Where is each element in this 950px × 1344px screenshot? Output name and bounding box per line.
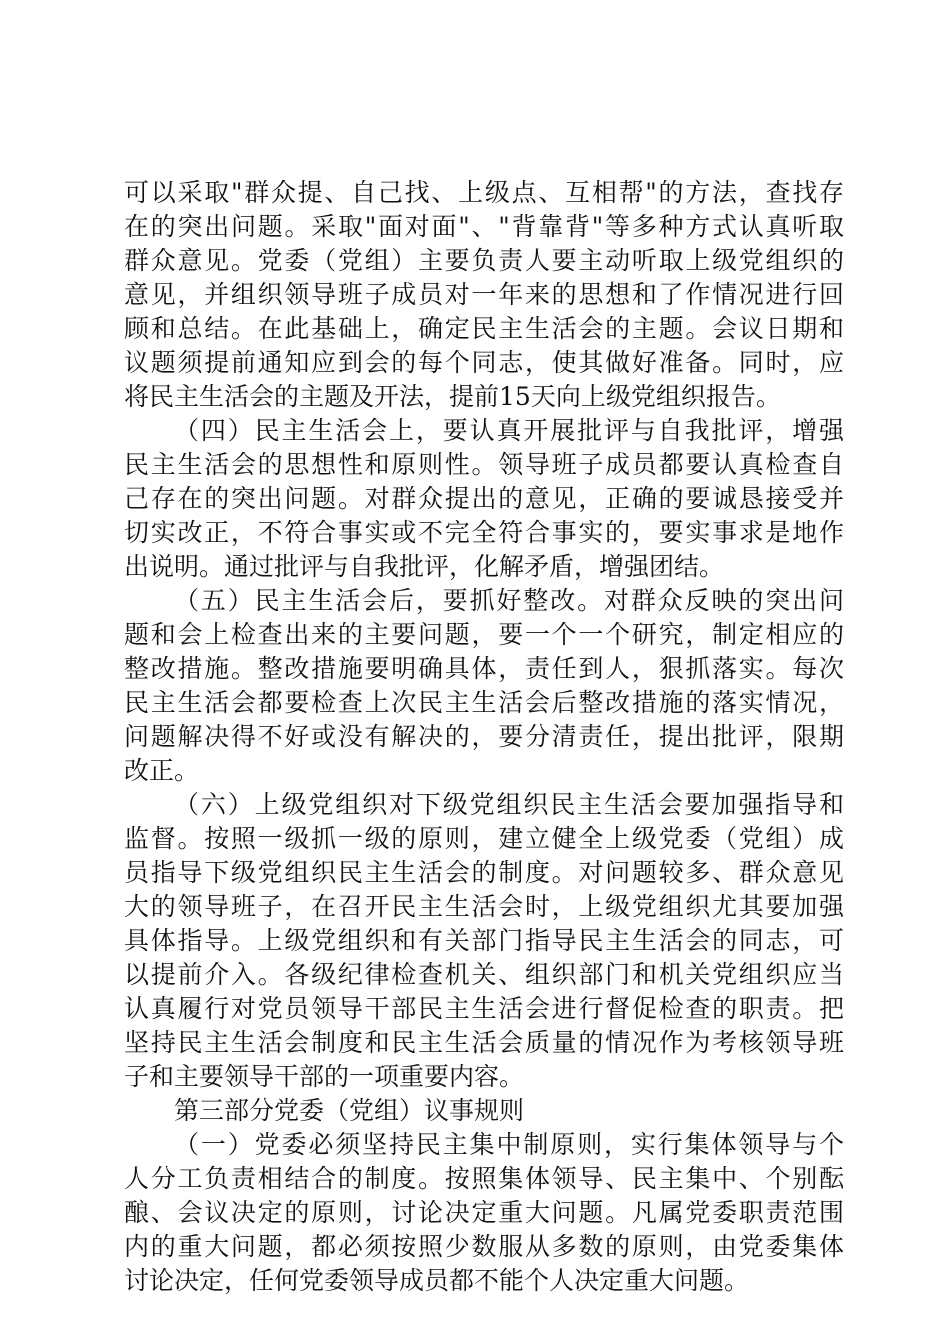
text-line: 改正。 [124, 756, 200, 785]
text-line: 可以采取"群众提、自己找、上级点、互相帮"的方法，查找存 [124, 178, 844, 207]
text-line: 群众意见。党委（党组）主要负责人要主动听取上级党组织的 [124, 246, 844, 275]
text-line: 在的突出问题。采取"面对面"、"背靠背"等多种方式认真听取 [124, 212, 844, 241]
text-line: 坚持民主生活会制度和民主生活会质量的情况作为考核领导班 [124, 1028, 844, 1057]
text-line: 题和会上检查出来的主要问题，要一个一个研究，制定相应的 [124, 620, 844, 649]
text-line: 出说明。通过批评与自我批评，化解矛盾，增强团结。 [124, 552, 725, 581]
text-line: 认真履行对党员领导干部民主生活会进行督促检查的职责。把 [124, 994, 844, 1023]
text-line: 整改措施。整改措施要明确具体，责任到人，狠抓落实。每次 [124, 654, 844, 683]
text-line: 以提前介入。各级纪律检查机关、组织部门和机关党组织应当 [124, 960, 844, 989]
text-line: 民主生活会的思想性和原则性。领导班子成员都要认真检查自 [124, 450, 844, 479]
text-line: 民主生活会都要检查上次民主生活会后整改措施的落实情况， [124, 688, 844, 717]
text-line: 子和主要领导干部的一项重要内容。 [124, 1062, 525, 1091]
text-line: 己存在的突出问题。对群众提出的意见，正确的要诚恳接受并 [124, 484, 844, 513]
text-line: 内的重大问题，都必须按照少数服从多数的原则，由党委集体 [124, 1232, 844, 1261]
paragraph-start-line: （六）上级党组织对下级党组织民主生活会要加强指导和 [174, 790, 844, 819]
text-line: 员指导下级党组织民主生活会的制度。对问题较多、群众意见 [124, 858, 844, 887]
text-line: 人分工负责相结合的制度。按照集体领导、民主集中、个别酝 [124, 1164, 844, 1193]
paragraph-start-line: （四）民主生活会上，要认真开展批评与自我批评，增强 [174, 416, 844, 445]
section-heading: 第三部分党委（党组）议事规则 [174, 1096, 525, 1125]
text-line: 意见，并组织领导班子成员对一年来的思想和了作情况进行回 [124, 280, 844, 309]
text-line: 将民主生活会的主题及开法，提前15天向上级党组织报告。 [124, 382, 781, 411]
text-line: 问题解决得不好或没有解决的，要分清责任，提出批评，限期 [124, 722, 844, 751]
text-line: 具体指导。上级党组织和有关部门指导民主生活会的同志，可 [124, 926, 844, 955]
paragraph-start-line: （一）党委必须坚持民主集中制原则，实行集体领导与个 [174, 1130, 844, 1159]
paragraph-start-line: （五）民主生活会后，要抓好整改。对群众反映的突出问 [174, 586, 844, 615]
document-body [124, 176, 844, 1298]
text-line: 顾和总结。在此基础上，确定民主生活会的主题。会议日期和 [124, 314, 844, 343]
text-line: 监督。按照一级抓一级的原则，建立健全上级党委（党组）成 [124, 824, 844, 853]
text-line: 切实改正，不符合事实或不完全符合事实的，要实事求是地作 [124, 518, 844, 547]
text-line: 大的领导班子，在召开民主生活会时，上级党组织尤其要加强 [124, 892, 844, 921]
text-line: 酿、会议决定的原则，讨论决定重大问题。凡属党委职责范围 [124, 1198, 844, 1227]
text-line: 讨论决定，任何党委领导成员都不能个人决定重大问题。 [124, 1266, 750, 1295]
text-line: 议题须提前通知应到会的每个同志，使其做好准备。同时，应 [124, 348, 844, 377]
